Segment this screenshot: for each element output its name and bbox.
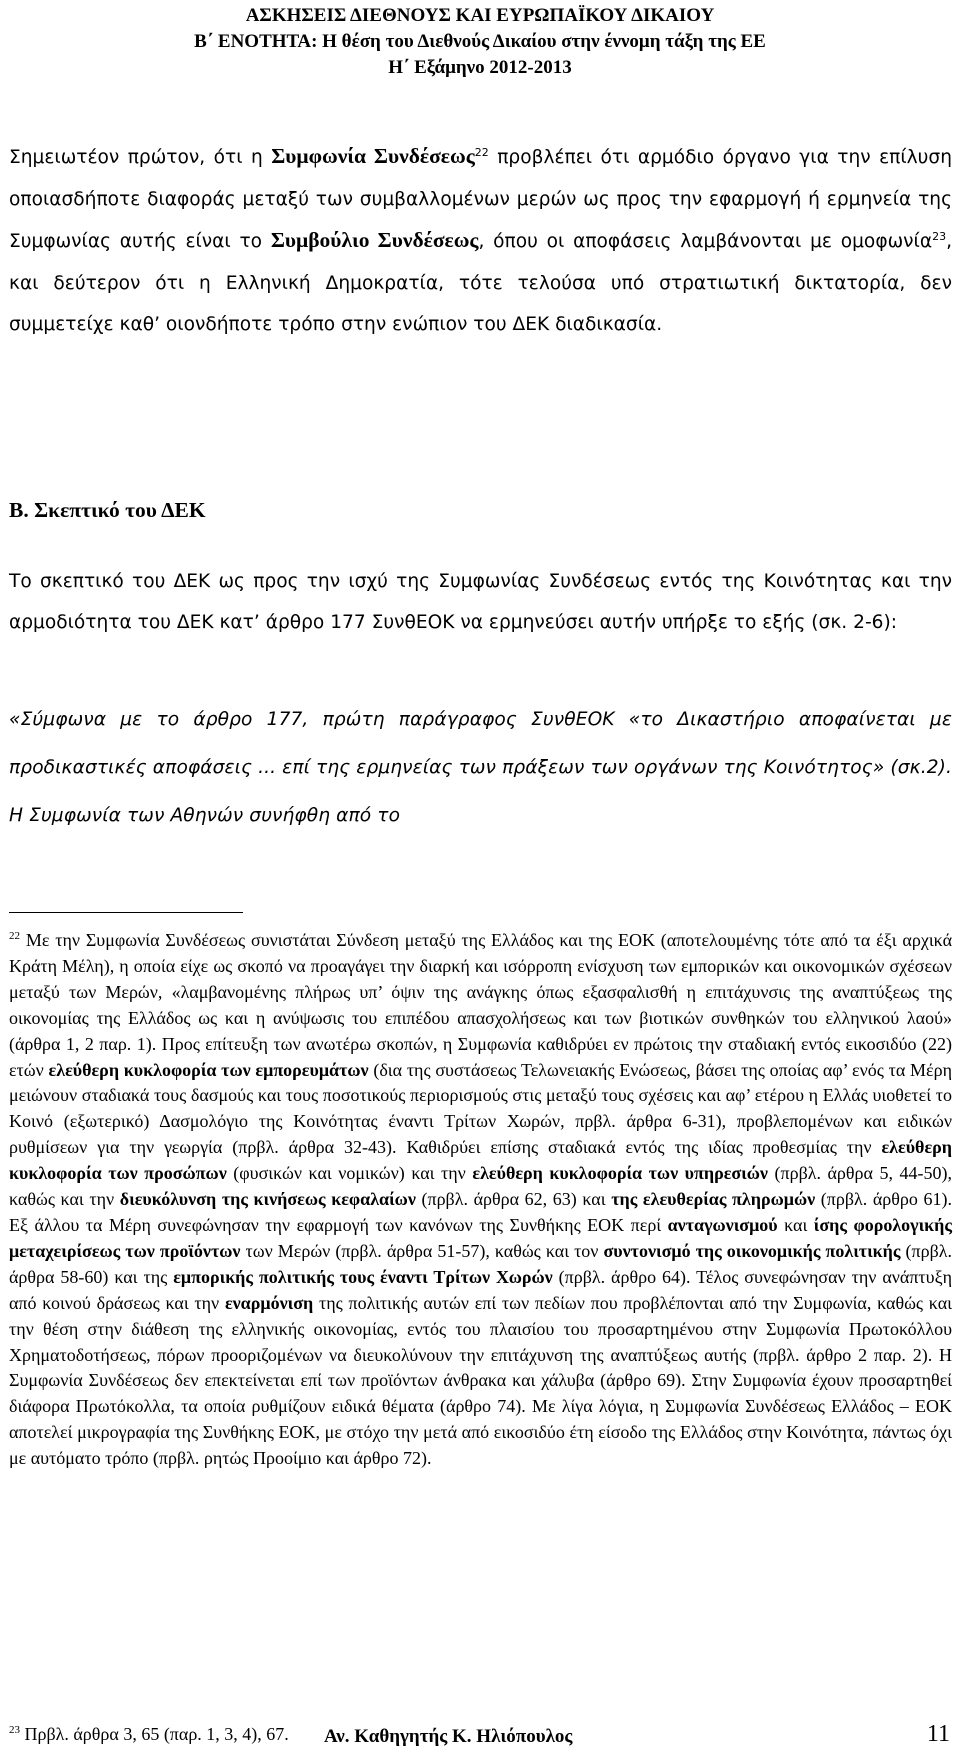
bold-term: εναρμόνιση [224, 1292, 314, 1313]
text-span: (δια της συστάσεως Τελωνειακής Ενώσεως, βάσει της οποίας αφ’ ενός τα Μέρη μειώνουν σταδιακά τους δασμούς και τους ποσοτικούς περιορισμούς στις μεταξύ τους σχέσεις και αφ’ ετέρου η Ελλάς υιοθετεί το Κοινό (εξωτερικό) Δασμολόγιο της Κοινότητας έναντι Τρίτων Χωρών, πρβλ. άρθρα 6-31), προβλεπομένων και ειδικών ρυθμίσεων για την γεωργία (πρβλ. άρθρα 32-43). Καθιδρύει επίσης σταδιακά εντός της ιδίας προθεσμίας την [9, 1059, 952, 1158]
text-span: (πρβλ. άρθρα 5, 44-50), καθώς και την [9, 1163, 952, 1210]
quote-text: «Σύμφωνα με το άρθρο 177, πρώτη παράγραφος ΣυνθΕΟΚ «το Δικαστήριο αποφαίνεται με προδικαστικές αποφάσεις ... επί της ερμηνείας των πράξεων των οργάνων της Κοινότητος» (σκ.2). [9, 709, 952, 778]
page-number: 11 [926, 1721, 950, 1747]
footer-author: Αν. Καθηγητής Κ. Ηλιόπουλος [324, 1726, 573, 1747]
text-span: και [777, 1214, 814, 1235]
bold-term: ελεύθερη κυκλοφορία των υπηρεσιών [472, 1163, 768, 1184]
paragraph-quotation [9, 696, 952, 840]
bold-term: Συμβούλιο Συνδέσεως [270, 228, 479, 253]
bold-term: ελεύθερη κυκλοφορία των εμπορευμάτων [48, 1059, 369, 1080]
footnote-number: 23 [9, 1724, 20, 1736]
text-span: (πρβλ. άρθρα 62, 63) και [415, 1189, 612, 1210]
paragraph-association-agreement [9, 136, 952, 346]
quote-text-continued: Η Συμφωνία των Αθηνών συνήφθη από το [9, 805, 401, 826]
text-span: (πρβλ. άρθρο 61). Εξ άλλου τα Μέρη συνεφώνησαν την εφαρμογή των κανόνων της Συνθήκης ΕΟΚ περί [9, 1189, 952, 1235]
footnote-separator [9, 912, 243, 913]
text-span: , όπου οι αποφάσεις λαμβάνονται με ομοφωνία [478, 231, 933, 253]
paragraph-court-reasoning: Το σκεπτικό του ΔΕΚ ως προς την ισχύ της Συμφωνίας Συνδέσεως εντός της Κοινότητας και την αρμοδιότητα του ΔΕΚ κατ’ άρθρο 177 ΣυνθΕΟΚ να ερμηνεύσει αυτήν υπήρξε το εξής (σκ. 2-6): [9, 571, 952, 633]
section-heading-text: Β. Σκεπτικό του ΔΕΚ [9, 498, 206, 522]
bold-term: της ελευθερίας πληρωμών [611, 1189, 816, 1210]
text-span: προβλέπει ότι αρμόδιο όργανο για την επίλυση οποιασδήποτε διαφοράς μεταξύ των συμβαλλομένων μερών ως προς την εφαρμογή ή ερμηνεία της Συμφωνίας αυτής είναι το [9, 147, 952, 253]
text-span: , και δεύτερον ότι η Ελληνική Δημοκρατία, τότε τελούσα υπό στρατιωτική δικτατορία, δεν συμμετείχε καθ’ οιονδήποτε τρόπο στην ενώπιον του ΔΕΚ διαδικασία. [9, 231, 953, 336]
bold-term: εμπορικής πολιτικής τους έναντι Τρίτων Χωρών [173, 1266, 553, 1287]
text-span: (φυσικών και νομικών) και την [226, 1163, 473, 1184]
bold-term: συντονισμό της οικονομικής πολιτικής [603, 1240, 901, 1261]
page-header [0, 0, 960, 81]
footnote-ref-22[interactable]: 22 [474, 145, 489, 159]
text-span: (πρβλ. άρθρα 58-60) και της [9, 1240, 952, 1287]
bold-term: ανταγωνισμού [667, 1214, 778, 1235]
footnote-22 [9, 928, 952, 1472]
bold-term: διευκόλυνση της κινήσεως κεφαλαίων [119, 1189, 416, 1210]
text-span: Σημειωτέον πρώτον, ότι η [9, 147, 272, 168]
section-heading [9, 498, 206, 523]
text-span: της πολιτικής αυτών επί των πεδίων που προβλέπονται από την Συμφωνία, καθώς και την θέση στην διάθεση της ελληνικής οικονομίας, εντός του πλαισίου του προσαρτημένου στην Συμφωνία Πρωτοκόλλου Χρηματοδοτήσεως, πόρων προοριζομένων να διευκολύνουν την επιτάχυνση της αναπτύξεως αυτής (πρβλ. άρθρο 2 παρ. 2). Η Συμφωνία Συνδέσεως δεν επεκτείνεται επί των προϊόντων άνθρακα και χάλυβα (άρθρο 69). Στην Συμφωνία έχουν προσαρτηθεί διάφορα Πρωτόκολλα, τα οποία ρυθμίζουν ειδικά θέματα (άρθρο 74). Με λίγα λόγια, η Συμφωνία Συνδέσεως Ελλάδος – ΕΟΚ αποτελεί μικρογραφία της Συνθήκης ΕΟΚ, με στόχο την μετά από εικοσιδύο έτη είσοδο της Ελλάδος στην Κοινότητα, πάντως όχι με αυτόματο τρόπο (πρβλ. ρητώς Προοίμιο και άρθρο 72). [9, 1292, 952, 1469]
header-course-title: ΑΣΚΗΣΕΙΣ ΔΙΕΘΝΟΥΣ ΚΑΙ ΕΥΡΩΠΑΪΚΟΥ ΔΙΚΑΙΟΥ [245, 5, 715, 26]
bold-term: ελεύθερη κυκλοφορία των προσώπων [9, 1137, 952, 1184]
bold-term: Συμφωνία Συνδέσεως [271, 144, 475, 168]
bold-term: ίσης φορολογικής μεταχειρίσεως των προϊόντων [9, 1214, 952, 1261]
footnote-number: 22 [9, 930, 20, 942]
header-unit-title: Β΄ ΕΝΟΤΗΤΑ: Η θέση του Διεθνούς Δικαίου στην έννομη τάξη της ΕΕ [194, 31, 766, 52]
text-span: των Μερών (πρβλ. άρθρα 51-57), καθώς και τον [240, 1240, 604, 1261]
header-semester: Η΄ Εξάμηνο 2012-2013 [388, 57, 572, 78]
text-span: Με την Συμφωνία Συνδέσεως συνιστάται Σύνδεση μεταξύ της Ελλάδος και της ΕΟΚ (αποτελουμένης τότε από τα έξι αρχικά Κράτη Μέλη), η οποία είχε ως σκοπό να προαγάγει την διαρκή και ισόρροπη ενίσχυση των εμπορικών και οικονομικών σχέσεων μεταξύ των Μερών, «λαμβανομένης πλήρως υπ’ όψιν της ανάγκης όπως εξασφαλισθή η επιτάχυνσις της αναπτύξεως της οικονομίας της Ελλάδος ως και η ανύψωσις του επιπέδου απασχολήσεως και των βιοτικών συνθηκών του ελληνικού λαού» (άρθρα 1, 2 παρ. 1). Προς επίτευξη των ανωτέρω σκοπών, η Συμφωνία καθιδρύει εν πρώτοις την σταδιακή εντός εικοσιδύο (22) ετών [9, 930, 952, 1080]
text-span: (πρβλ. άρθρο 64). Τέλος συνεφώνησαν την ανάπτυξη από κοινού δράσεως και την [9, 1266, 953, 1313]
footnote-ref-23[interactable]: 23 [932, 230, 947, 243]
text-span: Πρβλ. άρθρα 3, 65 (παρ. 1, 3, 4), 67. [20, 1724, 289, 1744]
